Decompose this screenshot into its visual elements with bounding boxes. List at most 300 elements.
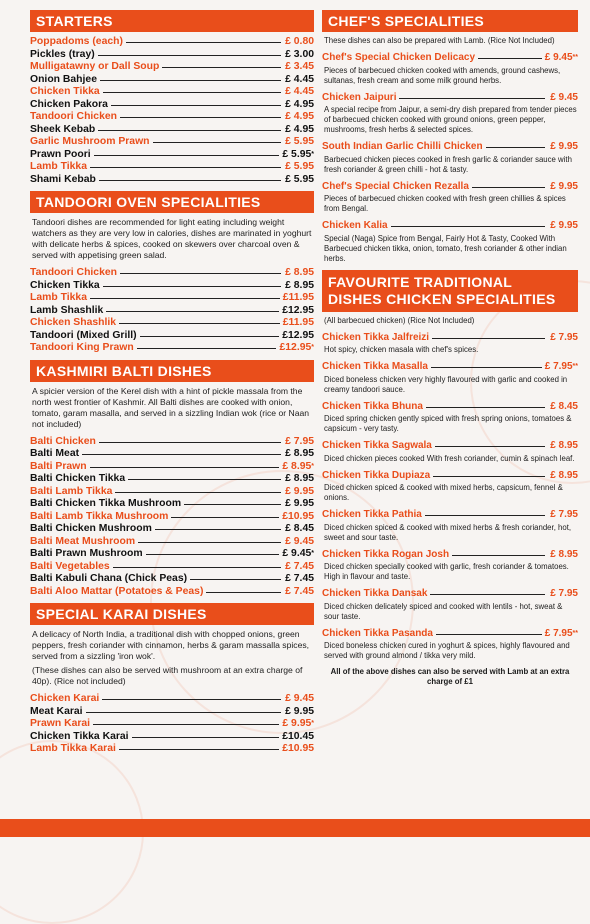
menu-item-name: Chicken Tikka <box>30 279 100 291</box>
lamb-footer-note: All of the above dishes can also be served with Lamb at an extra charge of £1 <box>330 667 570 686</box>
menu-item-row <box>30 706 314 719</box>
menu-item-price-value: £ 8.45 <box>285 523 314 534</box>
menu-item-row <box>30 573 314 586</box>
dish-description: Pieces of barbecued chicken cooked with amends, ground cashews, sultanas, fresh cream and some milk ground herbs. <box>324 65 561 85</box>
dish-description: Diced chicken spiced & cooked with mixed herbs, capsicum, fennel & onions. <box>324 483 563 502</box>
menu-item-price <box>282 511 314 524</box>
dish-item <box>322 92 578 136</box>
menu-item-name: Garlic Mushroom Prawn <box>30 136 150 147</box>
menu-item-name: Meat Karai <box>30 705 83 717</box>
dish-item <box>322 549 578 583</box>
price-asterisk: * <box>311 150 314 158</box>
balti-description: A spicier version of the Kerel dish with a hint of pickle massala from the north west frontier of Kashmir. All Balti dishes are cooked with onion, tomato, garam masalla, and served in a sizzling Indian wok (rice or Naan not included) <box>32 385 310 429</box>
dotted-leader <box>98 54 281 56</box>
dish-price-value: £ 8.95 <box>550 469 578 481</box>
menu-item-name: Balti Aloo Mattar (Potatoes & Peas) <box>30 585 204 597</box>
favourite-heading-line2: DISHES CHICKEN SPECIALITIES <box>328 290 556 307</box>
dotted-leader <box>90 466 280 468</box>
dotted-leader <box>399 97 545 99</box>
dotted-leader <box>436 633 542 635</box>
menu-item-name: Balti Chicken Tikka <box>30 473 126 484</box>
dish-item <box>322 588 578 622</box>
menu-item-row <box>30 74 314 87</box>
dotted-leader <box>120 116 281 118</box>
menu-item-row <box>30 448 314 461</box>
dish-name: South Indian Garlic Chilli Chicken <box>322 141 483 152</box>
menu-item-name: Poppadoms (each) <box>30 36 123 47</box>
menu-item-price <box>279 342 314 355</box>
menu-item-name: Chicken Pakora <box>30 98 108 110</box>
menu-item-price <box>282 718 314 731</box>
chefs-note: These dishes can also be prepared with Lamb. (Rice Not Included) <box>324 36 555 45</box>
dotted-leader <box>113 566 281 568</box>
dish-item <box>322 509 578 543</box>
dish-title-row <box>322 141 578 154</box>
dotted-leader <box>90 297 280 299</box>
balti-heading: KASHMIRI BALTI DISHES <box>30 360 314 382</box>
dish-item <box>322 181 578 215</box>
chefs-list <box>322 52 578 264</box>
menu-item-price <box>284 561 314 574</box>
dish-title-row <box>322 401 578 414</box>
menu-item-price-value: £ 7.45 <box>285 560 314 572</box>
dotted-leader <box>94 154 280 156</box>
menu-item-name: Tandoori Chicken <box>30 267 117 278</box>
menu-item-row <box>30 317 314 330</box>
menu-item-name: Lamb Tikka <box>30 292 87 303</box>
menu-item-price-value: £ 7.45 <box>285 585 314 597</box>
menu-item-row <box>30 718 314 731</box>
menu-item-price-value: £ 4.95 <box>285 98 314 110</box>
menu-item-price-value: £ 3.45 <box>285 61 314 72</box>
menu-item-name: Balti Vegetables <box>30 560 110 572</box>
menu-item-price-value: £ 5.95 <box>285 161 314 172</box>
right-column <box>322 10 578 687</box>
menu-item-name: Balti Chicken Tikka Mushroom <box>30 498 182 509</box>
dish-name: Chicken Kalia <box>322 220 388 231</box>
dotted-leader <box>432 337 545 339</box>
dish-price <box>548 92 578 105</box>
favourite-heading-line1: FAVOURITE TRADITIONAL <box>328 273 513 290</box>
dotted-leader <box>103 91 281 93</box>
menu-item-price-value: £ 9.95 <box>282 718 312 729</box>
menu-item-row <box>30 292 314 305</box>
dish-name: Chicken Tikka Jalfreizi <box>322 331 430 343</box>
dotted-leader <box>140 335 280 337</box>
menu-item-name: Balti Prawn Mushroom <box>30 548 143 559</box>
dish-item <box>322 361 578 395</box>
dotted-leader <box>452 554 545 556</box>
menu-item-name: Mulligatawny or Dall Soup <box>30 61 160 72</box>
dish-description: Barbecued chicken pieces cooked in fresh garlic & coriander sauce with fresh coriander & green chilli - hot & tasty. <box>324 154 572 174</box>
menu-item-price <box>284 473 314 486</box>
dish-title-row <box>322 332 578 345</box>
dish-description: Diced chicken spiced & cooked with mixed herbs & fresh coriander, hot, sweet and sour taste. <box>324 522 572 542</box>
price-asterisk: ** <box>572 629 578 637</box>
menu-item-price-value: £ 4.45 <box>285 86 314 97</box>
dish-price-value: £ 7.95 <box>550 588 578 599</box>
dish-name: Chicken Tikka Sagwala <box>322 440 432 451</box>
menu-item-price-value: £10.95 <box>282 510 314 522</box>
dish-name: Chicken Tikka Masalla <box>322 361 428 372</box>
menu-item-price-value: £12.95 <box>282 329 314 341</box>
dish-price <box>548 141 578 154</box>
menu-item-price <box>284 486 314 499</box>
menu-item-price <box>284 706 314 719</box>
dish-title-row <box>322 628 578 641</box>
dish-description: Diced chicken pieces cooked With fresh coriander, cumin & spinach leaf. <box>324 453 575 463</box>
dotted-leader <box>435 445 545 447</box>
menu-item-name: Chicken Tikka Karai <box>30 730 129 742</box>
menu-item-row <box>30 136 314 149</box>
dish-title-row <box>322 181 578 194</box>
menu-item-price <box>284 136 314 149</box>
dish-price <box>545 361 578 374</box>
dotted-leader <box>100 79 281 81</box>
dotted-leader <box>82 453 281 455</box>
menu-item-price <box>284 693 314 706</box>
dotted-leader <box>171 516 279 518</box>
menu-item-row <box>30 111 314 124</box>
dish-description: Special (Naga) Spice from Bengal, Fairly Hot & Tasty, Cooked With Barbecued chicken tikka, onion, tomato, fresh coriander & other indian herbs. <box>324 233 567 263</box>
menu-item-price <box>282 330 314 343</box>
tandoori-description: Tandoori dishes are recommended for light eating including weight watchers as they are very low in calories, dishes are marinated in yoghurt with delicate herbs & spices, cooked on skewers over charcoal oven & served with appetising green salad. <box>32 217 312 260</box>
dotted-leader <box>425 514 545 516</box>
dotted-leader <box>138 541 281 543</box>
dish-title-row <box>322 509 578 522</box>
menu-item-row <box>30 511 314 524</box>
menu-item-price-value: £ 3.00 <box>285 48 314 60</box>
menu-item-price <box>284 448 314 461</box>
dish-price-value: £ 7.95 <box>550 331 578 343</box>
menu-item-price-value: £10.45 <box>282 730 314 742</box>
menu-item-price-value: £11.95 <box>282 317 314 328</box>
dotted-leader <box>99 179 281 181</box>
menu-item-name: Sheek Kebab <box>30 123 96 135</box>
menu-item-price-value: £ 9.45 <box>282 548 312 559</box>
dish-description: Diced boneless chicken very highly flavoured with garlic and cooked in creamy tandoori sauce. <box>324 374 568 394</box>
dotted-leader <box>99 441 281 443</box>
dotted-leader <box>162 66 281 68</box>
menu-item-price <box>283 317 314 330</box>
dotted-leader <box>137 347 277 349</box>
dish-description: Hot spicy, chicken masala with chef's spices. <box>324 345 479 354</box>
dotted-leader <box>93 723 279 725</box>
menu-item-price-value: £ 4.95 <box>285 111 314 122</box>
dotted-leader <box>486 146 545 148</box>
menu-item-price <box>284 99 314 112</box>
dish-description: Pieces of barbecued chicken cooked with fresh green chillies & spices from Bengal. <box>324 194 566 213</box>
menu-item-price-value: £12.95 <box>282 304 314 316</box>
dish-price <box>548 588 578 601</box>
dotted-leader <box>190 578 281 580</box>
menu-item-row <box>30 586 314 599</box>
dish-item <box>322 628 578 662</box>
dish-description: Diced chicken delicately spiced and cooked with lentils - hot, sweat & sour taste. <box>324 601 563 621</box>
dotted-leader <box>106 310 279 312</box>
menu-item-name: Tandoori King Prawn <box>30 342 134 353</box>
dotted-leader <box>153 141 281 143</box>
menu-item-name: Balti Lamb Tikka <box>30 485 113 497</box>
menu-item-price <box>282 305 314 318</box>
karai-heading: SPECIAL KARAI DISHES <box>30 603 314 625</box>
dish-title-row <box>322 470 578 483</box>
menu-item-price-value: £ 9.95 <box>285 498 314 509</box>
dish-item <box>322 220 578 264</box>
menu-item-row <box>30 124 314 137</box>
price-asterisk: ** <box>572 363 578 370</box>
dish-price-value: £ 7.95 <box>544 361 573 372</box>
menu-item-row <box>30 330 314 343</box>
menu-item-price <box>284 161 314 174</box>
price-asterisk: * <box>311 344 314 351</box>
menu-item-price <box>284 536 314 549</box>
menu-item-price-value: £ 9.95 <box>285 485 314 497</box>
menu-item-row <box>30 436 314 449</box>
dish-price-value: £ 9.45 <box>544 52 573 63</box>
menu-item-price <box>284 436 314 449</box>
price-asterisk: * <box>311 720 314 727</box>
menu-item-row <box>30 536 314 549</box>
menu-item-price <box>284 498 314 511</box>
dish-description: Diced boneless chicken cured in yoghurt & spices, highly flavoured and served with ground almond / tikka very mild. <box>324 641 570 660</box>
menu-item-row <box>30 342 314 355</box>
menu-item-name: Shami Kebab <box>30 173 96 185</box>
menu-item-price <box>284 36 314 49</box>
menu-item-price <box>284 111 314 124</box>
dotted-leader <box>115 491 281 493</box>
favourite-note: (All barbecued chicken) (Rice Not Included) <box>324 315 475 325</box>
menu-item-name: Lamb Shashlik <box>30 304 104 316</box>
starters-heading: STARTERS <box>30 10 314 32</box>
menu-item-row <box>30 161 314 174</box>
dish-price <box>548 220 578 233</box>
dish-item <box>322 141 578 175</box>
dotted-leader <box>430 593 545 595</box>
menu-item-price-value: £ 9.45 <box>285 693 314 704</box>
menu-item-name: Balti Meat <box>30 448 80 459</box>
menu-item-price-value: £10.95 <box>282 743 314 754</box>
menu-item-row <box>30 149 314 162</box>
dish-name: Chicken Jaipuri <box>322 91 397 103</box>
price-asterisk: * <box>311 462 314 470</box>
menu-item-price <box>284 49 314 62</box>
dotted-leader <box>128 478 281 480</box>
starters-list <box>30 36 314 186</box>
menu-item-row <box>30 523 314 536</box>
dish-price-value: £ 9.45 <box>550 91 578 103</box>
dish-name: Chicken Tikka Bhuna <box>322 400 423 412</box>
dotted-leader <box>206 591 281 593</box>
menu-item-name: Pickles (tray) <box>30 48 95 60</box>
dish-price <box>545 52 578 65</box>
menu-item-row <box>30 731 314 744</box>
menu-item-name: Balti Meat Mushroom <box>30 535 136 547</box>
menu-item-row <box>30 548 314 561</box>
dish-price-value: £ 9.95 <box>550 220 578 231</box>
dotted-leader <box>111 104 281 106</box>
menu-item-row <box>30 36 314 49</box>
menu-item-price <box>282 548 314 561</box>
menu-item-row <box>30 743 314 756</box>
dish-price-value: £ 8.45 <box>550 400 578 412</box>
menu-item-row <box>30 693 314 706</box>
dish-price <box>548 549 578 562</box>
menu-item-name: Chicken Tikka <box>30 86 100 97</box>
dish-price <box>545 628 578 641</box>
menu-item-row <box>30 498 314 511</box>
menu-item-row <box>30 561 314 574</box>
menu-item-row <box>30 473 314 486</box>
dotted-leader <box>431 366 542 368</box>
dotted-leader <box>103 285 281 287</box>
menu-item-price-value: £ 5.95 <box>285 173 314 185</box>
menu-item-price-value: £ 8.95 <box>285 473 314 484</box>
dish-price <box>548 509 578 522</box>
dish-description: Diced chicken specially cooked with garlic, fresh coriander & tomatoes. High in flavour and taste. <box>324 562 569 581</box>
menu-item-name: Tandoori Chicken <box>30 111 117 122</box>
dish-name: Chicken Tikka Pathia <box>322 509 422 520</box>
menu-item-name: Balti Chicken Mushroom <box>30 523 152 534</box>
menu-item-price <box>284 523 314 536</box>
menu-item-price <box>284 267 314 280</box>
dish-price <box>548 470 578 483</box>
menu-item-name: Balti Prawn <box>30 460 87 472</box>
tandoori-heading: TANDOORI OVEN SPECIALITIES <box>30 191 314 213</box>
menu-item-name: Balti Chicken <box>30 435 96 447</box>
menu-item-row <box>30 174 314 187</box>
menu-item-price-value: £ 8.95 <box>285 267 314 278</box>
dish-price-value: £ 7.95 <box>550 509 578 520</box>
dish-title-row <box>322 52 578 65</box>
menu-item-price-value: £ 4.95 <box>285 123 314 135</box>
dish-name: Chef's Special Chicken Rezalla <box>322 180 469 192</box>
dish-name: Chef's Special Chicken Delicacy <box>322 52 476 63</box>
dish-description: Diced spring chicken gently spiced with fresh spring onions, tomatoes & capsicum - very tasty. <box>324 414 572 433</box>
menu-item-price-value: £ 0.80 <box>285 36 314 47</box>
dotted-leader <box>391 225 545 227</box>
dotted-leader <box>102 698 281 700</box>
menu-item-price <box>284 61 314 74</box>
menu-item-row <box>30 461 314 474</box>
dotted-leader <box>146 553 280 555</box>
dish-item <box>322 401 578 435</box>
menu-item-price <box>284 573 314 586</box>
dish-item <box>322 52 578 86</box>
dish-item <box>322 440 578 464</box>
dish-title-row <box>322 92 578 105</box>
left-column <box>30 10 314 756</box>
menu-item-price-value: £ 7.95 <box>285 435 314 447</box>
bottom-band <box>0 819 590 837</box>
menu-item-name: Balti Lamb Tikka Mushroom <box>30 510 169 522</box>
menu-item-name: Chicken Shashlik <box>30 317 117 328</box>
menu-item-price-value: £ 4.45 <box>285 73 314 85</box>
dish-price-value: £ 7.95 <box>544 627 573 639</box>
dotted-leader <box>472 186 545 188</box>
dotted-leader <box>120 272 281 274</box>
dotted-leader <box>86 711 281 713</box>
menu-item-price-value: £ 8.95 <box>285 448 314 459</box>
dish-item <box>322 470 578 504</box>
dotted-leader <box>119 748 279 750</box>
dish-title-row <box>322 361 578 374</box>
menu-item-price-value: £ 5.95 <box>282 148 312 160</box>
dish-description: A special recipe from Jaipur, a semi-dry dish prepared from tender pieces of barbecued chicken cooked with ground onions, green pepper, mushrooms, fresh herbs & selected spices. <box>324 105 577 134</box>
dish-price-value: £ 9.95 <box>550 180 578 192</box>
dotted-leader <box>90 166 281 168</box>
dish-title-row <box>322 220 578 233</box>
menu-item-price <box>282 461 314 474</box>
menu-item-price <box>282 149 314 162</box>
menu-item-name: Onion Bahjee <box>30 73 97 85</box>
menu-item-name: Chicken Karai <box>30 693 100 704</box>
dotted-leader <box>119 322 280 324</box>
menu-item-name: Prawn Karai <box>30 718 91 729</box>
menu-item-price-value: £ 9.45 <box>285 535 314 547</box>
dish-name: Chicken Tikka Rogan Josh <box>322 548 450 560</box>
menu-item-row <box>30 99 314 112</box>
menu-item-row <box>30 305 314 318</box>
dotted-leader <box>184 503 281 505</box>
price-asterisk: ** <box>572 54 578 61</box>
dotted-leader <box>98 129 281 131</box>
menu-item-price <box>282 731 314 744</box>
menu-item-name: Prawn Poori <box>30 148 91 160</box>
dotted-leader <box>155 528 281 530</box>
price-asterisk: * <box>311 550 314 557</box>
dotted-leader <box>132 736 280 738</box>
dish-price-value: £ 9.95 <box>550 141 578 152</box>
dish-price-value: £ 8.95 <box>550 548 578 560</box>
menu-item-price <box>284 124 314 137</box>
dish-name: Chicken Tikka Pasanda <box>322 627 433 639</box>
menu-item-row <box>30 280 314 293</box>
dish-price <box>548 332 578 345</box>
dish-item <box>322 332 578 356</box>
dish-name: Chicken Tikka Dansak <box>322 588 428 599</box>
menu-item-row <box>30 49 314 62</box>
karai-note: (These dishes can also be served with mushroom at an extra charge of 40p). (Rice not included) <box>32 665 303 686</box>
menu-item-price-value: £ 7.45 <box>285 573 314 584</box>
dotted-leader <box>478 57 542 59</box>
menu-item-price-value: £11.95 <box>282 292 314 303</box>
menu-item-price-value: £12.95 <box>279 342 312 353</box>
menu-item-row <box>30 486 314 499</box>
menu-item-price-value: £ 8.95 <box>285 279 314 291</box>
menu-item-name: Lamb Tikka <box>30 161 87 172</box>
menu-item-row <box>30 267 314 280</box>
menu-item-price <box>284 174 314 187</box>
balti-list <box>30 436 314 599</box>
menu-item-price <box>284 74 314 87</box>
dish-title-row <box>322 549 578 562</box>
menu-item-price <box>282 743 314 756</box>
menu-item-price-value: £ 5.95 <box>285 136 314 147</box>
dish-price <box>548 181 578 194</box>
dish-name: Chicken Tikka Dupiaza <box>322 469 431 481</box>
dotted-leader <box>126 41 281 43</box>
dish-price <box>548 440 578 453</box>
menu-item-name: Balti Kabuli Chana (Chick Peas) <box>30 573 188 584</box>
menu-item-name: Lamb Tikka Karai <box>30 743 116 754</box>
dish-title-row <box>322 440 578 453</box>
menu-item-name: Tandoori (Mixed Grill) <box>30 329 137 341</box>
menu-item-price-value: £ 8.95 <box>282 460 312 472</box>
menu-item-price-value: £ 9.95 <box>285 705 314 717</box>
menu-item-price <box>284 586 314 599</box>
dish-price <box>548 401 578 414</box>
